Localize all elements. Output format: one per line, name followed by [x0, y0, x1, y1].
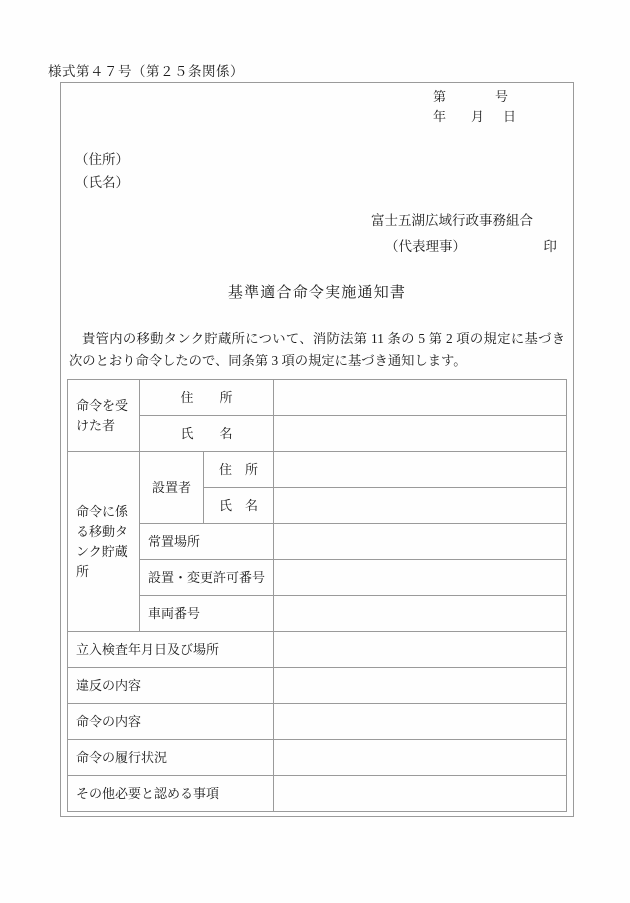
form-table	[67, 379, 567, 812]
table-row	[68, 776, 567, 812]
cell-value-other-matters[interactable]	[274, 776, 567, 812]
cell-label-installer: 設置者	[140, 452, 204, 524]
table-row	[68, 416, 567, 452]
cell-value-compliance-status[interactable]	[274, 740, 567, 776]
addressee-address-label: （住所）	[75, 152, 129, 167]
table-row	[68, 668, 567, 704]
table-row	[68, 596, 567, 632]
document-frame	[60, 82, 574, 817]
cell-value-violation-content[interactable]	[274, 668, 567, 704]
cell-label-permit-number: 設置・変更許可番号	[140, 560, 274, 596]
cell-label-storage-location: 常置場所	[140, 524, 274, 560]
form-number-label: 様式第４７号（第２５条関係）	[48, 64, 244, 79]
page-title: 基準適合命令実施通知書	[227, 285, 407, 301]
cell-label-recipient-name: 氏 名	[140, 416, 274, 452]
issuer-block	[371, 208, 557, 260]
cell-label-recipient-group: 命令を受けた者	[68, 380, 140, 452]
cell-label-violation-content: 違反の内容	[68, 668, 274, 704]
table-row	[68, 740, 567, 776]
issuer-title: （代表理事）	[385, 239, 466, 254]
table-row	[68, 560, 567, 596]
cell-label-installer-address: 住 所	[204, 452, 274, 488]
cell-value-permit-number[interactable]	[274, 560, 567, 596]
cell-value-storage-location[interactable]	[274, 524, 567, 560]
seal-mark: 印	[543, 239, 557, 254]
cell-value-recipient-address[interactable]	[274, 380, 567, 416]
cell-label-tank-group: 命令に係る移動タンク貯蔵所	[68, 452, 140, 632]
cell-value-vehicle-number[interactable]	[274, 596, 567, 632]
cell-value-inspection-date-place[interactable]	[274, 632, 567, 668]
table-row	[68, 632, 567, 668]
addressee-name-label: （氏名）	[75, 175, 129, 190]
issuer-organization: 富士五湖広域行政事務組合	[371, 213, 533, 228]
table-row	[68, 380, 567, 416]
cell-value-installer-address[interactable]	[274, 452, 567, 488]
cell-label-inspection-date-place: 立入検査年月日及び場所	[68, 632, 274, 668]
body-paragraph: 貴管内の移動タンク貯蔵所について、消防法第 11 条の 5 第 2 項の規定に基づき次のとおり命令したので、同条第 3 項の規定に基づき通知します。	[69, 331, 565, 368]
cell-value-installer-name[interactable]	[274, 488, 567, 524]
table-row	[68, 524, 567, 560]
date-day-label: 日	[503, 109, 517, 124]
issuer-title-row	[371, 234, 557, 260]
cell-value-recipient-name[interactable]	[274, 416, 567, 452]
document-meta-block	[395, 87, 555, 127]
document-number-suffix: 号	[495, 89, 509, 104]
cell-label-recipient-address: 住 所	[140, 380, 274, 416]
document-date-row	[395, 107, 555, 127]
table-row	[68, 704, 567, 740]
cell-label-vehicle-number: 車両番号	[140, 596, 274, 632]
cell-value-order-content[interactable]	[274, 704, 567, 740]
document-number-prefix: 第	[433, 89, 447, 104]
date-month-label: 月	[471, 109, 485, 124]
cell-label-other-matters: その他必要と認める事項	[68, 776, 274, 812]
cell-label-order-content: 命令の内容	[68, 704, 274, 740]
cell-label-compliance-status: 命令の履行状況	[68, 740, 274, 776]
date-year-label: 年	[433, 109, 447, 124]
table-row	[68, 452, 567, 488]
addressee-block	[75, 148, 129, 194]
document-number-row	[395, 87, 555, 107]
cell-label-installer-name: 氏 名	[204, 488, 274, 524]
